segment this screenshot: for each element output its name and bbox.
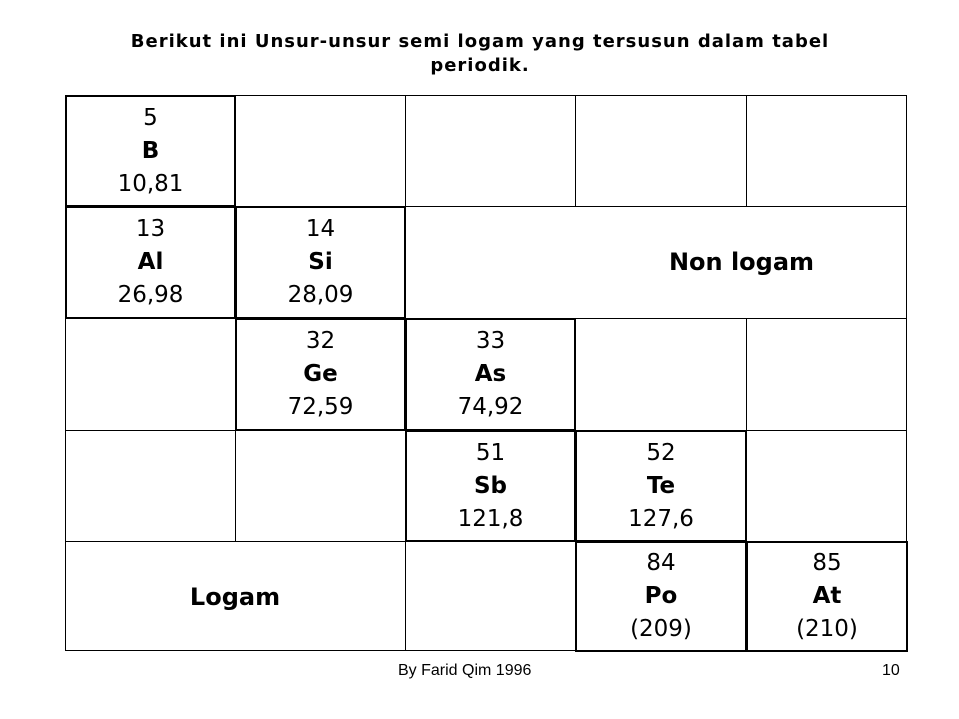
- atomic-number: 85: [812, 550, 842, 576]
- element-cell-te: [575, 430, 747, 542]
- atomic-mass: 121,8: [457, 505, 524, 532]
- atomic-mass: (209): [630, 616, 692, 642]
- atomic-number: 84: [646, 550, 676, 576]
- element-cell-at: [746, 541, 908, 652]
- atomic-number: 5: [143, 104, 158, 131]
- element-cell-po: [575, 541, 747, 652]
- atomic-mass: 26,98: [117, 282, 184, 308]
- element-cell-al: [65, 206, 236, 319]
- title-line-1: Berikut ini Unsur-unsur semi logam yang tersusun dalam tabel: [130, 31, 830, 52]
- atomic-mass: 127,6: [628, 505, 694, 532]
- element-cell-sb: [405, 430, 576, 542]
- page-number: 10: [882, 662, 900, 679]
- element-symbol: Si: [308, 249, 333, 275]
- element-cell-b: [65, 95, 236, 207]
- footer-author: By Farid Qim 1996: [398, 662, 532, 679]
- element-symbol: Sb: [473, 472, 508, 499]
- atomic-number: 13: [135, 216, 166, 242]
- grid-line: [746, 95, 747, 207]
- atomic-number: 33: [475, 328, 506, 354]
- element-symbol: Ge: [303, 361, 338, 387]
- atomic-mass: (210): [796, 616, 858, 642]
- atomic-number: 14: [305, 216, 336, 242]
- element-symbol: At: [812, 583, 842, 609]
- element-symbol: B: [141, 137, 160, 164]
- nonmetal-region-label: Non logam: [668, 248, 815, 276]
- grid-line: [575, 95, 576, 207]
- element-symbol: Te: [646, 472, 676, 499]
- atomic-mass: 10,81: [117, 170, 184, 197]
- atomic-number: 52: [646, 439, 676, 466]
- element-cell-ge: [235, 318, 406, 431]
- atomic-mass: 74,92: [457, 394, 524, 420]
- element-cell-si: [235, 206, 406, 319]
- atomic-number: 32: [305, 328, 336, 354]
- slide-title: [100, 30, 860, 78]
- element-symbol: Po: [644, 583, 678, 609]
- element-symbol: Al: [137, 249, 164, 275]
- element-cell-as: [405, 318, 576, 431]
- title-line-2: periodik.: [430, 55, 530, 76]
- metal-region-label: Logam: [189, 583, 281, 611]
- atomic-number: 51: [475, 439, 506, 466]
- atomic-mass: 28,09: [287, 282, 354, 308]
- atomic-mass: 72,59: [287, 394, 354, 420]
- element-symbol: As: [474, 361, 507, 387]
